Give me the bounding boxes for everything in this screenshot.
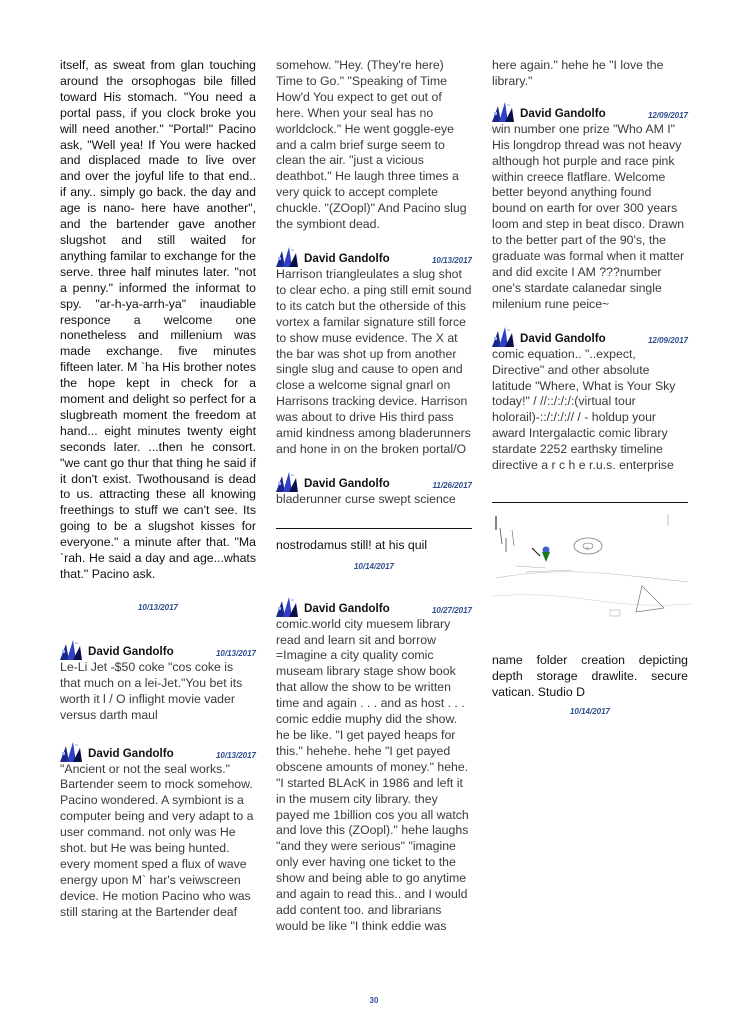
entry-date: 11/26/2017 <box>432 480 472 490</box>
author-name[interactable]: David Gandolfo <box>304 476 390 490</box>
svg-text:o: o <box>586 546 589 552</box>
entry-text: bladerunner curse swept science <box>276 491 456 506</box>
author-name[interactable]: David Gandolfo <box>88 746 174 760</box>
page-number: 30 <box>369 996 379 1005</box>
author-name[interactable]: David Gandolfo <box>304 601 390 615</box>
post-date: 10/14/2017 <box>569 706 611 716</box>
entry-text: Harrison triangleulates a slug shot to clear echo. a ping still emit sound to its catch but the otherside of this vortex a familar signature still force to show muse evidence. The X at the bar was shot up from another single slug and cause to open and close a welcome signal gnarl on Harrisons tracking device. Harrison was about to drive His third pass amid kindness among bladerunners and hone in on the broken portal/O <box>276 266 472 456</box>
article-paragraph: here again." hehe he "I love the library." <box>492 58 664 88</box>
entry-header <box>276 470 472 492</box>
entry-date: 10/13/2017 <box>431 255 472 265</box>
avatar-icon <box>60 740 82 762</box>
author-name[interactable]: David Gandolfo <box>520 331 606 345</box>
entry-date: 10/27/2017 <box>431 605 472 615</box>
entry-header <box>60 638 256 660</box>
article-paragraph: somehow. "Hey. (They're here) Time to Go." "Speaking of Time How'd You expect to get out of here. When your seal has no worldclock." He went goggle-eye and a calm brief surge seem to clean the air. "just a vicious deathbot." He laugh three times a very quick to accept complete chuckle. "(ZOopl)" And Pacino slug the symbiont dead. <box>276 58 467 232</box>
post-date: 10/13/2017 <box>137 602 179 612</box>
column-2 <box>276 58 472 935</box>
sketch-drawing <box>492 508 692 638</box>
entry-header <box>492 325 688 347</box>
avatar-icon <box>60 638 82 660</box>
entry-date: 12/09/2017 <box>647 335 688 345</box>
author-name[interactable]: David Gandolfo <box>304 251 390 265</box>
entry-text: comic.world city muesem library read and learn sit and borrow =Imagine a city quality comic museam library stage show book that allow the show to be written time and again . . . and as host . . . comic eddie muphy did the show. he be like. "I get payed heaps for this." hehehe. hehe "I get payed obscene amounts of money." hehe. "I started BLAcK in 1986 and left it in the musem city library. they payed me 1billion cos you all watch and love this (ZOopl)." hehe laughs "and they were serious" "imagine only ever having one ticket to the show and being able to go anytime and again to read this.. and I would add content too. and librarians would be like "I think eddie was <box>276 616 469 933</box>
author-name[interactable]: David Gandolfo <box>520 106 606 120</box>
entry-text: comic equation.. "..expect, Directive" and other absolute latitude "Where, What is Your Sky today!" / //::/:/:/:(virtual tour holorail)-::/:/:/:// / - holdup your award Intergalactic comic library stardate 2252 earthsky timeline directive a r c h e r.u.s. enterprise <box>492 346 676 473</box>
entry-text: Le-Li Jet -$50 coke "cos coke is that much on a lei-Jet."You bet its worth it l / O inflight movie vader versus darth maul <box>60 659 243 722</box>
entry-header <box>276 595 472 617</box>
avatar-icon <box>276 595 298 617</box>
entry-text: "Ancient or not the seal works." Bartender seem to mock somehow. Pacino wondered. A symbiont is a computer being and very adapt to a user command. not only was He shot. but He was being hunted. every moment sped a flux of wave energy upon M` har's veiwscreen device. He motion Pacino who was still staring at the Bartender deaf <box>60 761 254 919</box>
entry-text: nostrodamus still! at his quil <box>276 537 428 552</box>
divider <box>276 528 472 529</box>
avatar-icon <box>276 470 298 492</box>
column-1 <box>60 58 256 921</box>
author-name[interactable]: David Gandolfo <box>88 644 174 658</box>
entry-header <box>492 100 688 122</box>
avatar-icon <box>492 325 514 347</box>
entry-date: 10/13/2017 <box>215 750 256 760</box>
entry-header <box>60 740 256 762</box>
article-paragraph: itself, as sweat from glan touching around the orsophogas bile filled toward His stomach. "You need a portal pass, if you clock broke you will need another." "Portal!" Pacino ask, "Well yea! If You were hacked and displaced made to live over and over the joyful life to that end.. if any.. simply go back. the day and age is nano- here have another", and the bartender gave another slugshot and still waited for anything familar to exchange for the serve. three half minutes later. "not a penny." informed the informat to spy. "ar-h-ya-arrh-ya" inaudiable responce a welcome one nonetheless and millenium was made exchange. five minutes fifteen later. M `ha His brother notes the hope kept in check for a moment and delight so perfect for a slugbreath moment the freedom at hand... eight minutes twenty eight seconds later. ...then he consort. "we cant go thur that thing he said if it don't exist. Twothousand is dead to us. attracting these all knowing freethings to stuff we can't see. Its going to be a slugshot kisses for everyone." a minute after that. "Ma `rah. He said a day and age...whats that." Pacino ask. <box>60 58 256 581</box>
entry-text: win number one prize "Who AM I" His longdrop thread was not heavy although hot purple and race pink within creece flatflare. Welcome better beyond anything found bound on earth for over 300 years loom and step in beat disco. Drawn to the better part of the 90's, the graduate was formal when it matter and did excite I AM ???number one's stardate calanedar single milenium rune peice~ <box>492 121 685 311</box>
post-date: 10/14/2017 <box>353 561 395 571</box>
entry-date: 10/13/2017 <box>215 648 256 658</box>
entry-date: 12/09/2017 <box>647 110 688 120</box>
image-caption: name folder creation depicting depth storage drawlite. secure vatican. Studio D <box>492 652 688 699</box>
avatar-icon <box>276 245 298 267</box>
entry-header <box>276 245 472 267</box>
avatar-icon <box>492 100 514 122</box>
